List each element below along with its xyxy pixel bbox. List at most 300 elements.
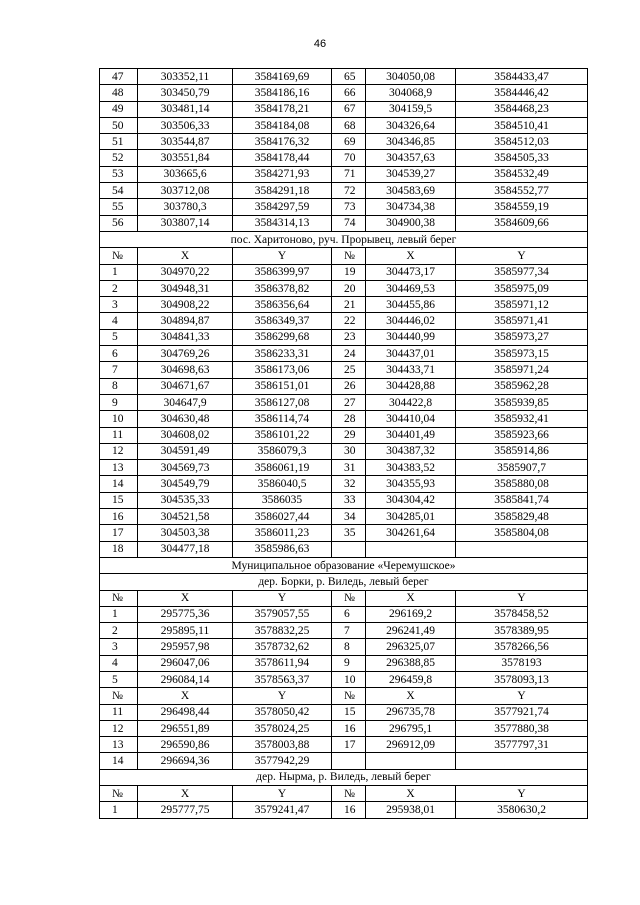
y-coordinate: 3586173,06 xyxy=(233,362,332,378)
y-coordinate: 3584468,23 xyxy=(456,101,588,117)
column-header: № xyxy=(100,248,138,264)
point-number: 7 xyxy=(100,362,138,378)
x-coordinate: 296047,06 xyxy=(138,655,233,671)
y-coordinate: 3578266,56 xyxy=(456,639,588,655)
table-row xyxy=(100,101,588,117)
table-row xyxy=(100,264,588,280)
point-number: 5 xyxy=(100,329,138,345)
table-row xyxy=(100,166,588,182)
x-coordinate: 295895,11 xyxy=(138,623,233,639)
x-coordinate: 304503,38 xyxy=(138,525,233,541)
x-coordinate: 304455,86 xyxy=(366,297,456,313)
point-number: 66 xyxy=(332,85,366,101)
y-coordinate: 3585986,63 xyxy=(233,541,332,557)
table-row xyxy=(100,362,588,378)
y-coordinate: 3578024,25 xyxy=(233,720,332,736)
point-number: 48 xyxy=(100,85,138,101)
table-row xyxy=(100,525,588,541)
y-coordinate: 3586061,19 xyxy=(233,460,332,476)
column-header: Y xyxy=(456,590,588,606)
column-header: X xyxy=(138,688,233,704)
x-coordinate: 296551,89 xyxy=(138,720,233,736)
x-coordinate: 296912,09 xyxy=(366,737,456,753)
section-title: дер. Нырма, р. Виледь, левый берег xyxy=(100,769,588,785)
point-number: 65 xyxy=(332,69,366,85)
x-coordinate: 304159,5 xyxy=(366,101,456,117)
x-coordinate: 304387,32 xyxy=(366,443,456,459)
y-coordinate: 3586233,31 xyxy=(233,346,332,362)
y-coordinate: 3586027,44 xyxy=(233,509,332,525)
x-coordinate: 296169,2 xyxy=(366,606,456,622)
x-coordinate: 304647,9 xyxy=(138,394,233,410)
section-title-row xyxy=(100,231,588,247)
table-row xyxy=(100,313,588,329)
x-coordinate: 295777,75 xyxy=(138,802,233,818)
x-coordinate: 304383,52 xyxy=(366,460,456,476)
section-title-row xyxy=(100,769,588,785)
page-number: 46 xyxy=(313,38,327,50)
point-number: 7 xyxy=(332,623,366,639)
table-row xyxy=(100,199,588,215)
y-coordinate: 3584291,18 xyxy=(233,183,332,199)
point-number: 30 xyxy=(332,443,366,459)
y-coordinate: 3585932,41 xyxy=(456,411,588,427)
point-number: 25 xyxy=(332,362,366,378)
point-number: 31 xyxy=(332,460,366,476)
x-coordinate: 303551,84 xyxy=(138,150,233,166)
y-coordinate: 3585973,27 xyxy=(456,329,588,345)
y-coordinate: 3584184,08 xyxy=(233,117,332,133)
point-number: 24 xyxy=(332,346,366,362)
point-number: 21 xyxy=(332,297,366,313)
point-number: 4 xyxy=(100,655,138,671)
y-coordinate xyxy=(456,541,588,557)
x-coordinate: 304473,17 xyxy=(366,264,456,280)
y-coordinate: 3585962,28 xyxy=(456,378,588,394)
y-coordinate: 3586378,82 xyxy=(233,280,332,296)
x-coordinate: 303481,14 xyxy=(138,101,233,117)
point-number: 8 xyxy=(100,378,138,394)
x-coordinate: 296388,85 xyxy=(366,655,456,671)
y-coordinate: 3586101,22 xyxy=(233,427,332,443)
x-coordinate: 304355,93 xyxy=(366,476,456,492)
table-row xyxy=(100,378,588,394)
section-title: Муниципальное образование «Черемушское» xyxy=(100,557,588,573)
point-number: 15 xyxy=(332,704,366,720)
point-number: 34 xyxy=(332,509,366,525)
point-number: 55 xyxy=(100,199,138,215)
x-coordinate: 304539,27 xyxy=(366,166,456,182)
point-number: 49 xyxy=(100,101,138,117)
x-coordinate: 304698,63 xyxy=(138,362,233,378)
point-number: 10 xyxy=(332,671,366,687)
y-coordinate: 3585923,66 xyxy=(456,427,588,443)
y-coordinate: 3586114,74 xyxy=(233,411,332,427)
y-coordinate: 3586349,37 xyxy=(233,313,332,329)
point-number: 22 xyxy=(332,313,366,329)
y-coordinate: 3586035 xyxy=(233,492,332,508)
point-number: 23 xyxy=(332,329,366,345)
point-number: 6 xyxy=(332,606,366,622)
column-header: Y xyxy=(233,786,332,802)
x-coordinate: 304326,64 xyxy=(366,117,456,133)
point-number: 33 xyxy=(332,492,366,508)
table-row xyxy=(100,606,588,622)
column-header: Y xyxy=(456,248,588,264)
y-coordinate: 3584532,49 xyxy=(456,166,588,182)
y-coordinate: 3578093,13 xyxy=(456,671,588,687)
x-coordinate: 296325,07 xyxy=(366,639,456,655)
table-row xyxy=(100,443,588,459)
point-number: 5 xyxy=(100,671,138,687)
column-header: Y xyxy=(233,688,332,704)
table-row xyxy=(100,280,588,296)
point-number: 19 xyxy=(332,264,366,280)
table-row xyxy=(100,753,588,769)
point-number: 27 xyxy=(332,394,366,410)
table-row xyxy=(100,460,588,476)
y-coordinate: 3577942,29 xyxy=(233,753,332,769)
section-title-row xyxy=(100,557,588,573)
y-coordinate: 3584178,44 xyxy=(233,150,332,166)
table-row xyxy=(100,329,588,345)
point-number: 16 xyxy=(332,802,366,818)
point-number xyxy=(332,753,366,769)
y-coordinate: 3577921,74 xyxy=(456,704,588,720)
column-header: Y xyxy=(233,248,332,264)
y-coordinate: 3578832,25 xyxy=(233,623,332,639)
x-coordinate: 304304,42 xyxy=(366,492,456,508)
column-header-row xyxy=(100,786,588,802)
table-row xyxy=(100,623,588,639)
point-number: 14 xyxy=(100,476,138,492)
x-coordinate: 303665,6 xyxy=(138,166,233,182)
table-row xyxy=(100,215,588,231)
point-number: 32 xyxy=(332,476,366,492)
x-coordinate: 303807,14 xyxy=(138,215,233,231)
point-number: 13 xyxy=(100,460,138,476)
column-header: X xyxy=(138,590,233,606)
x-coordinate xyxy=(366,541,456,557)
y-coordinate: 3578458,52 xyxy=(456,606,588,622)
y-coordinate: 3586151,01 xyxy=(233,378,332,394)
y-coordinate: 3586011,23 xyxy=(233,525,332,541)
y-coordinate: 3584559,19 xyxy=(456,199,588,215)
point-number: 12 xyxy=(100,720,138,736)
point-number: 9 xyxy=(100,394,138,410)
y-coordinate: 3585841,74 xyxy=(456,492,588,508)
point-number: 11 xyxy=(100,704,138,720)
y-coordinate: 3584271,93 xyxy=(233,166,332,182)
column-header-row xyxy=(100,248,588,264)
x-coordinate: 296498,44 xyxy=(138,704,233,720)
table-row xyxy=(100,492,588,508)
y-coordinate: 3586127,08 xyxy=(233,394,332,410)
x-coordinate: 304437,01 xyxy=(366,346,456,362)
x-coordinate: 296590,86 xyxy=(138,737,233,753)
y-coordinate: 3578563,37 xyxy=(233,671,332,687)
x-coordinate: 303450,79 xyxy=(138,85,233,101)
x-coordinate: 303544,87 xyxy=(138,134,233,150)
y-coordinate: 3578389,95 xyxy=(456,623,588,639)
point-number: 35 xyxy=(332,525,366,541)
column-header: X xyxy=(138,248,233,264)
x-coordinate: 296459,8 xyxy=(366,671,456,687)
point-number: 29 xyxy=(332,427,366,443)
y-coordinate: 3578193 xyxy=(456,655,588,671)
x-coordinate: 304894,87 xyxy=(138,313,233,329)
x-coordinate: 303506,33 xyxy=(138,117,233,133)
column-header: X xyxy=(366,590,456,606)
y-coordinate: 3584512,03 xyxy=(456,134,588,150)
y-coordinate: 3585971,24 xyxy=(456,362,588,378)
x-coordinate: 304549,79 xyxy=(138,476,233,492)
x-coordinate: 304422,8 xyxy=(366,394,456,410)
table-row xyxy=(100,411,588,427)
x-coordinate: 304900,38 xyxy=(366,215,456,231)
x-coordinate: 304591,49 xyxy=(138,443,233,459)
x-coordinate: 304841,33 xyxy=(138,329,233,345)
x-coordinate: 304521,58 xyxy=(138,509,233,525)
section-title: дер. Борки, р. Виледь, левый берег xyxy=(100,574,588,590)
point-number: 17 xyxy=(100,525,138,541)
x-coordinate: 296735,78 xyxy=(366,704,456,720)
column-header: № xyxy=(100,688,138,704)
y-coordinate: 3584186,16 xyxy=(233,85,332,101)
x-coordinate: 295938,01 xyxy=(366,802,456,818)
table-row xyxy=(100,720,588,736)
point-number: 71 xyxy=(332,166,366,182)
table-row xyxy=(100,655,588,671)
x-coordinate: 304410,04 xyxy=(366,411,456,427)
y-coordinate: 3584433,47 xyxy=(456,69,588,85)
y-coordinate: 3577797,31 xyxy=(456,737,588,753)
point-number: 17 xyxy=(332,737,366,753)
y-coordinate: 3585907,7 xyxy=(456,460,588,476)
y-coordinate: 3578050,42 xyxy=(233,704,332,720)
point-number: 70 xyxy=(332,150,366,166)
x-coordinate: 304908,22 xyxy=(138,297,233,313)
table-row xyxy=(100,541,588,557)
x-coordinate: 296084,14 xyxy=(138,671,233,687)
x-coordinate: 304440,99 xyxy=(366,329,456,345)
point-number: 12 xyxy=(100,443,138,459)
point-number: 1 xyxy=(100,264,138,280)
x-coordinate: 304948,31 xyxy=(138,280,233,296)
column-header: X xyxy=(138,786,233,802)
table-row xyxy=(100,671,588,687)
x-coordinate: 295775,36 xyxy=(138,606,233,622)
y-coordinate: 3578611,94 xyxy=(233,655,332,671)
x-coordinate: 304428,88 xyxy=(366,378,456,394)
point-number: 20 xyxy=(332,280,366,296)
y-coordinate: 3585977,34 xyxy=(456,264,588,280)
y-coordinate: 3585971,12 xyxy=(456,297,588,313)
y-coordinate: 3586356,64 xyxy=(233,297,332,313)
x-coordinate: 304068,9 xyxy=(366,85,456,101)
column-header: X xyxy=(366,688,456,704)
point-number: 3 xyxy=(100,297,138,313)
column-header: № xyxy=(332,688,366,704)
point-number: 28 xyxy=(332,411,366,427)
y-coordinate: 3584297,59 xyxy=(233,199,332,215)
x-coordinate: 296694,36 xyxy=(138,753,233,769)
point-number: 8 xyxy=(332,639,366,655)
point-number: 11 xyxy=(100,427,138,443)
x-coordinate: 304569,73 xyxy=(138,460,233,476)
table-row xyxy=(100,704,588,720)
point-number: 72 xyxy=(332,183,366,199)
y-coordinate: 3584178,21 xyxy=(233,101,332,117)
point-number: 74 xyxy=(332,215,366,231)
x-coordinate: 304769,26 xyxy=(138,346,233,362)
point-number: 51 xyxy=(100,134,138,150)
table-row xyxy=(100,639,588,655)
y-coordinate: 3585975,09 xyxy=(456,280,588,296)
y-coordinate: 3586040,5 xyxy=(233,476,332,492)
point-number: 53 xyxy=(100,166,138,182)
column-header: X xyxy=(366,248,456,264)
y-coordinate: 3584169,69 xyxy=(233,69,332,85)
column-header: № xyxy=(100,590,138,606)
column-header: № xyxy=(332,786,366,802)
point-number: 4 xyxy=(100,313,138,329)
x-coordinate: 304050,08 xyxy=(366,69,456,85)
y-coordinate xyxy=(456,753,588,769)
point-number: 69 xyxy=(332,134,366,150)
column-header-row xyxy=(100,590,588,606)
x-coordinate: 304734,38 xyxy=(366,199,456,215)
table-row xyxy=(100,117,588,133)
x-coordinate: 304346,85 xyxy=(366,134,456,150)
column-header: № xyxy=(100,786,138,802)
y-coordinate: 3579057,55 xyxy=(233,606,332,622)
y-coordinate: 3586079,3 xyxy=(233,443,332,459)
point-number: 10 xyxy=(100,411,138,427)
point-number: 73 xyxy=(332,199,366,215)
y-coordinate: 3577880,38 xyxy=(456,720,588,736)
point-number: 16 xyxy=(100,509,138,525)
y-coordinate: 3585829,48 xyxy=(456,509,588,525)
y-coordinate: 3584446,42 xyxy=(456,85,588,101)
x-coordinate: 304433,71 xyxy=(366,362,456,378)
point-number xyxy=(332,541,366,557)
section-title: пос. Харитоново, руч. Прорывец, левый берег xyxy=(100,231,588,247)
y-coordinate: 3585914,86 xyxy=(456,443,588,459)
point-number: 1 xyxy=(100,802,138,818)
x-coordinate: 304583,69 xyxy=(366,183,456,199)
point-number: 47 xyxy=(100,69,138,85)
table-row xyxy=(100,134,588,150)
column-header: Y xyxy=(456,688,588,704)
point-number: 3 xyxy=(100,639,138,655)
y-coordinate: 3584176,32 xyxy=(233,134,332,150)
point-number: 50 xyxy=(100,117,138,133)
x-coordinate: 304446,02 xyxy=(366,313,456,329)
y-coordinate: 3578003,88 xyxy=(233,737,332,753)
x-coordinate: 303352,11 xyxy=(138,69,233,85)
table-row xyxy=(100,297,588,313)
y-coordinate: 3579241,47 xyxy=(233,802,332,818)
x-coordinate: 304970,22 xyxy=(138,264,233,280)
point-number: 15 xyxy=(100,492,138,508)
x-coordinate: 296795,1 xyxy=(366,720,456,736)
x-coordinate: 295957,98 xyxy=(138,639,233,655)
point-number: 54 xyxy=(100,183,138,199)
point-number: 13 xyxy=(100,737,138,753)
y-coordinate: 3586299,68 xyxy=(233,329,332,345)
y-coordinate: 3578732,62 xyxy=(233,639,332,655)
table-row xyxy=(100,85,588,101)
x-coordinate: 296241,49 xyxy=(366,623,456,639)
point-number: 14 xyxy=(100,753,138,769)
x-coordinate: 304630,48 xyxy=(138,411,233,427)
x-coordinate: 304285,01 xyxy=(366,509,456,525)
column-header: № xyxy=(332,590,366,606)
y-coordinate: 3584552,77 xyxy=(456,183,588,199)
point-number: 1 xyxy=(100,606,138,622)
x-coordinate: 304535,33 xyxy=(138,492,233,508)
table-row xyxy=(100,737,588,753)
x-coordinate: 304477,18 xyxy=(138,541,233,557)
y-coordinate: 3584609,66 xyxy=(456,215,588,231)
y-coordinate: 3580630,2 xyxy=(456,802,588,818)
y-coordinate: 3585880,08 xyxy=(456,476,588,492)
section-title-row xyxy=(100,574,588,590)
y-coordinate: 3584314,13 xyxy=(233,215,332,231)
point-number: 2 xyxy=(100,280,138,296)
table-row xyxy=(100,346,588,362)
x-coordinate: 304608,02 xyxy=(138,427,233,443)
table-row xyxy=(100,394,588,410)
point-number: 9 xyxy=(332,655,366,671)
y-coordinate: 3584505,33 xyxy=(456,150,588,166)
column-header: № xyxy=(332,248,366,264)
x-coordinate: 304357,63 xyxy=(366,150,456,166)
point-number: 56 xyxy=(100,215,138,231)
table-row xyxy=(100,69,588,85)
y-coordinate: 3585939,85 xyxy=(456,394,588,410)
column-header-row xyxy=(100,688,588,704)
point-number: 16 xyxy=(332,720,366,736)
table-row xyxy=(100,427,588,443)
x-coordinate: 303780,3 xyxy=(138,199,233,215)
x-coordinate: 304469,53 xyxy=(366,280,456,296)
table-row xyxy=(100,802,588,818)
point-number: 67 xyxy=(332,101,366,117)
point-number: 6 xyxy=(100,346,138,362)
point-number: 52 xyxy=(100,150,138,166)
point-number: 68 xyxy=(332,117,366,133)
y-coordinate: 3584510,41 xyxy=(456,117,588,133)
table-row xyxy=(100,509,588,525)
x-coordinate: 304261,64 xyxy=(366,525,456,541)
point-number: 26 xyxy=(332,378,366,394)
y-coordinate: 3586399,97 xyxy=(233,264,332,280)
point-number: 18 xyxy=(100,541,138,557)
y-coordinate: 3585971,41 xyxy=(456,313,588,329)
table-row xyxy=(100,150,588,166)
column-header: X xyxy=(366,786,456,802)
y-coordinate: 3585804,08 xyxy=(456,525,588,541)
x-coordinate xyxy=(366,753,456,769)
y-coordinate: 3585973,15 xyxy=(456,346,588,362)
column-header: Y xyxy=(456,786,588,802)
column-header: Y xyxy=(233,590,332,606)
x-coordinate: 304671,67 xyxy=(138,378,233,394)
point-number: 2 xyxy=(100,623,138,639)
coordinates-table xyxy=(99,68,588,819)
